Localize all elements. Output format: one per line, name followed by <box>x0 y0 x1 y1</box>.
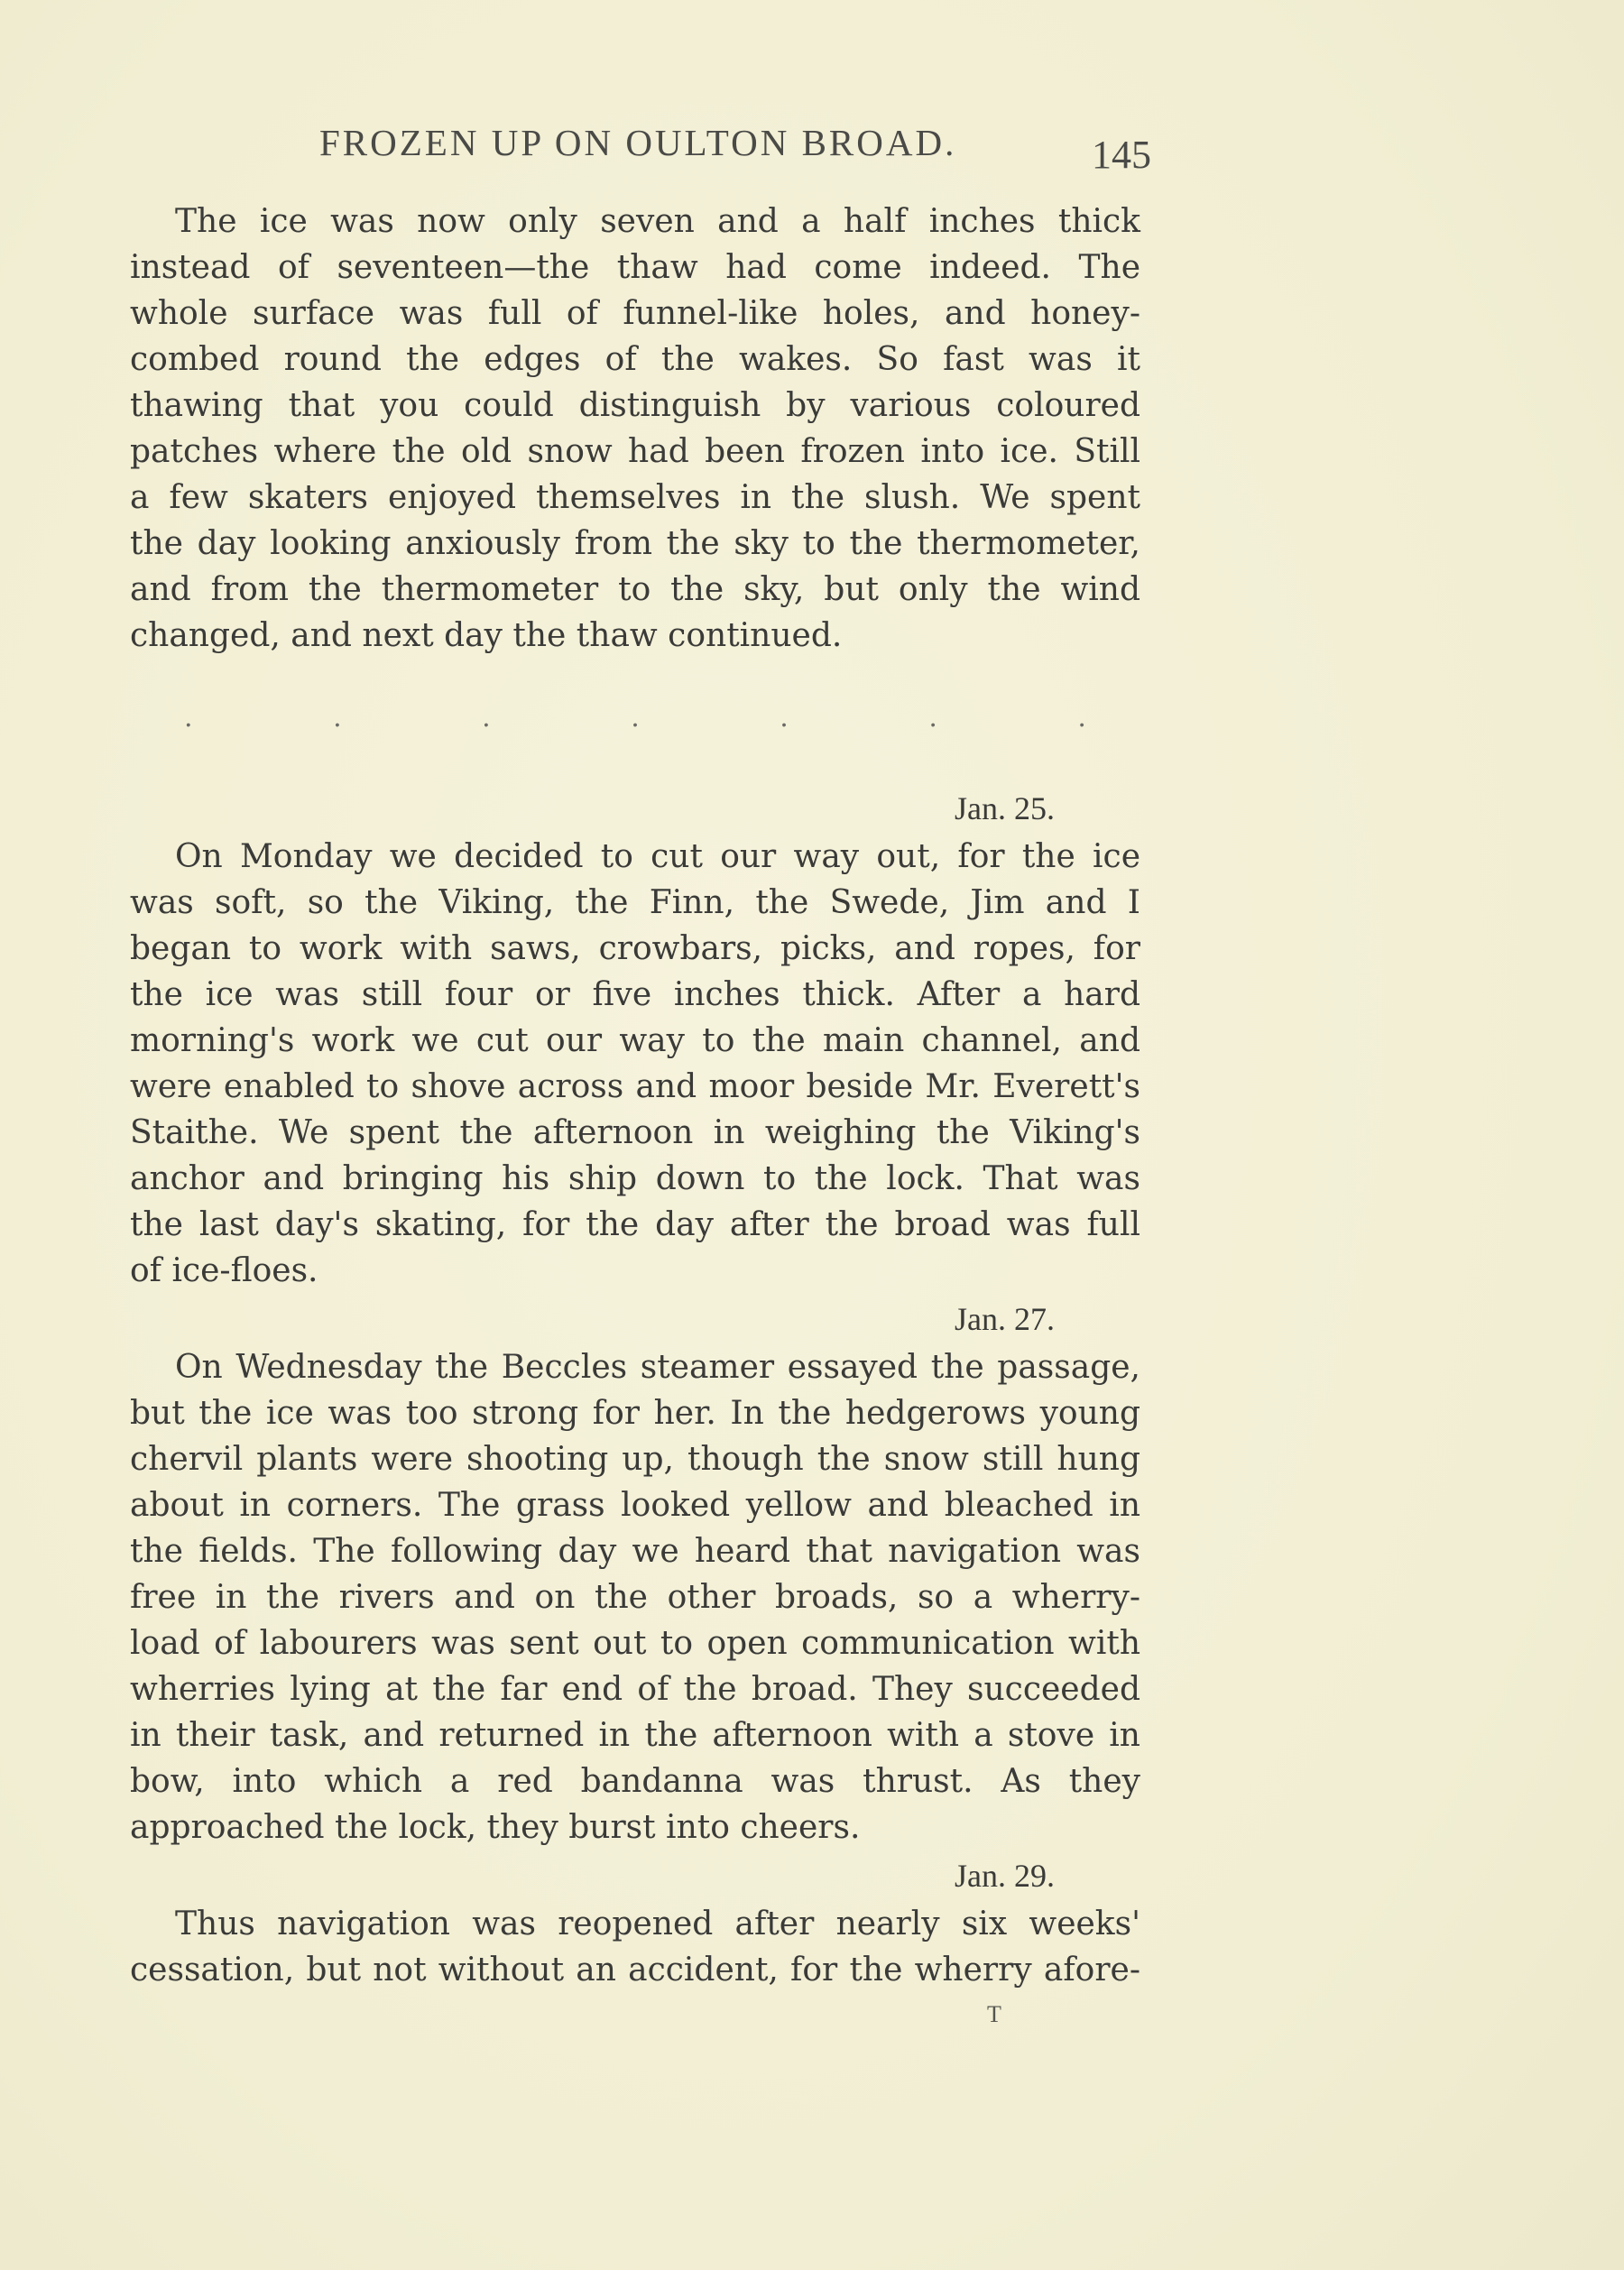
text-line: thawing that you could distinguish by various coloured <box>130 387 1140 424</box>
text-line: Thus navigation was reopened after nearly six weeks' <box>175 1906 1140 1942</box>
text-line: were enabled to shove across and moor beside Mr. Everett's <box>130 1068 1140 1105</box>
text-line: and from the thermometer to the sky, but only the wind <box>130 571 1140 608</box>
text-line: about in corners. The grass looked yellow and bleached in <box>130 1487 1140 1524</box>
running-head: FROZEN UP ON OULTON BROAD. <box>319 122 957 163</box>
text-line: the day looking anxiously from the sky to the thermometer, <box>130 525 1140 562</box>
entry-date: Jan. 25. <box>955 790 1055 826</box>
entry-date: Jan. 27. <box>955 1301 1055 1337</box>
ellipsis-dot: . <box>184 701 193 734</box>
text-line: a few skaters enjoyed themselves in the slush. We spent <box>130 479 1140 516</box>
text-line: On Wednesday the Beccles steamer essayed the passage, <box>175 1349 1140 1386</box>
text-line: bow, into which a red bandanna was thrust. As they <box>130 1763 1140 1800</box>
text-line: On Monday we decided to cut our way out, for the ice <box>175 838 1140 875</box>
text-line: the fields. The following day we heard that navigation was <box>130 1533 1140 1570</box>
signature-mark: T <box>987 2001 1002 2027</box>
text-line: the last day's skating, for the day after the broad was full <box>130 1206 1140 1243</box>
text-line: combed round the edges of the wakes. So fast was it <box>130 341 1140 378</box>
text-line: chervil plants were shooting up, though the snow still hung <box>130 1441 1140 1478</box>
text-line: approached the lock, they burst into cheers. <box>130 1809 861 1846</box>
page-number: 145 <box>1092 133 1151 177</box>
text-line: began to work with saws, crowbars, picks, and ropes, for <box>130 930 1140 967</box>
ellipsis-dot: . <box>1077 701 1086 734</box>
text-line: the ice was still four or five inches thick. After a hard <box>130 976 1140 1013</box>
text-line: in their task, and returned in the afternoon with a stove in <box>130 1717 1140 1754</box>
entry-date: Jan. 29. <box>955 1858 1055 1894</box>
text-line: whole surface was full of funnel-like holes, and honey- <box>130 295 1140 332</box>
text-line: cessation, but not without an accident, for the wherry afore- <box>130 1952 1140 1989</box>
text-line: The ice was now only seven and a half inches thick <box>175 203 1140 240</box>
text-line: load of labourers was sent out to open communication with <box>130 1625 1140 1662</box>
text-line: wherries lying at the far end of the broad. They succeeded <box>130 1671 1140 1708</box>
page-header <box>130 115 1151 177</box>
text-line: anchor and bringing his ship down to the lock. That was <box>130 1160 1140 1197</box>
text-line: morning's work we cut our way to the main channel, and <box>130 1022 1140 1059</box>
ellipsis-dot: . <box>482 701 491 734</box>
text-line: of ice-floes. <box>130 1252 318 1289</box>
ellipsis-dot: . <box>631 701 640 734</box>
ellipsis-dot: . <box>780 701 789 734</box>
text-line: instead of seventeen—the thaw had come indeed. The <box>130 249 1140 286</box>
text-line: changed, and next day the thaw continued. <box>130 617 843 654</box>
text-line: but the ice was too strong for her. In the hedgerows young <box>130 1395 1140 1432</box>
text-line: patches where the old snow had been frozen into ice. Still <box>130 433 1140 470</box>
text-line: was soft, so the Viking, the Finn, the Swede, Jim and I <box>130 884 1140 921</box>
text-line: Staithe. We spent the afternoon in weighing the Viking's <box>130 1114 1140 1151</box>
ellipsis-dot: . <box>928 701 937 734</box>
ellipsis-separator <box>184 659 1086 776</box>
body-text <box>130 198 1140 1993</box>
text-line: free in the rivers and on the other broads, so a wherry- <box>130 1579 1140 1616</box>
ellipsis-dot: . <box>333 701 342 734</box>
